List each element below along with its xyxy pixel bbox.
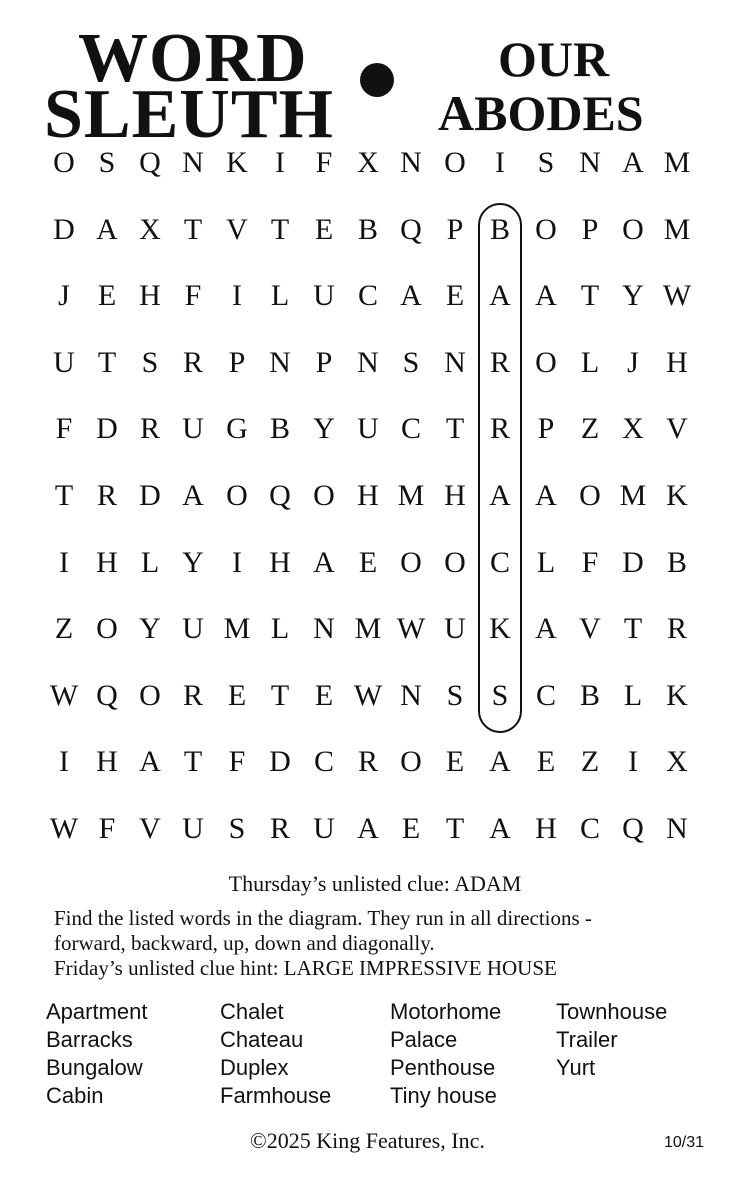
grid-letter: B: [357, 213, 378, 246]
grid-letter: Q: [269, 479, 291, 512]
grid-letter: N: [182, 146, 204, 179]
copyright: ©2025 King Features, Inc.: [250, 1128, 485, 1153]
word-list-item: Cabin: [46, 1083, 104, 1108]
grid-letter: R: [269, 812, 290, 845]
grid-letter: C: [400, 412, 421, 445]
word-list-item: Motorhome: [390, 999, 502, 1024]
grid-letter: O: [444, 146, 466, 179]
grid-letter: D: [96, 412, 118, 445]
grid-letter: M: [619, 479, 647, 512]
grid-letter: R: [666, 612, 687, 645]
grid-letter: U: [182, 812, 204, 845]
grid-letter: E: [358, 546, 378, 579]
grid-letter: H: [357, 479, 379, 512]
grid-letter: R: [182, 679, 203, 712]
grid-letter: A: [400, 279, 422, 312]
grid-letter: N: [400, 679, 422, 712]
grid-letter: A: [357, 812, 379, 845]
grid-letter: Q: [622, 812, 644, 845]
grid-letter: Z: [580, 745, 600, 778]
clue-hint-line: Friday’s unlisted clue hint: LARGE IMPRESSIVE HOUSE: [54, 956, 557, 980]
grid-letter: I: [232, 546, 242, 579]
grid-letter: T: [270, 213, 290, 246]
grid-letter: T: [580, 279, 600, 312]
grid-letter: N: [269, 346, 291, 379]
word-list-item: Duplex: [220, 1055, 289, 1080]
word-list-item: Chalet: [220, 999, 284, 1024]
grid-letter: X: [666, 745, 688, 778]
grid-letter: S: [98, 146, 116, 179]
grid-letter: Q: [139, 146, 161, 179]
grid-letter: I: [275, 146, 285, 179]
title-sleuth: SLEUTH: [44, 76, 334, 153]
puzzle-theme-line2: ABODES: [438, 85, 644, 141]
grid-letter: C: [489, 546, 510, 579]
grid-letter: B: [666, 546, 687, 579]
grid-letter: N: [357, 346, 379, 379]
grid-letter: C: [313, 745, 334, 778]
grid-letter: Y: [622, 279, 644, 312]
grid-letter: T: [445, 412, 465, 445]
grid-letter: N: [400, 146, 422, 179]
grid-letter: N: [579, 146, 601, 179]
grid-letter: O: [400, 745, 422, 778]
grid-letter: H: [666, 346, 688, 379]
word-list-column: [390, 998, 501, 1110]
grid-letter: H: [269, 546, 291, 579]
grid-letter: A: [182, 479, 204, 512]
grid-letter: A: [139, 745, 161, 778]
grid-letter: P: [228, 346, 246, 379]
grid-letter: Q: [400, 213, 422, 246]
grid-letter: L: [623, 679, 643, 712]
grid-letter: S: [141, 346, 159, 379]
grid-letter: R: [139, 412, 160, 445]
grid-letter: O: [53, 146, 75, 179]
grid-letter: A: [489, 745, 511, 778]
grid-letter: I: [628, 745, 638, 778]
grid-letter: V: [579, 612, 601, 645]
grid-letter: I: [232, 279, 242, 312]
grid-letter: T: [445, 812, 465, 845]
grid-letter: R: [489, 412, 510, 445]
grid-letter: A: [535, 279, 557, 312]
grid-letter: F: [315, 146, 333, 179]
grid-letter: P: [446, 213, 464, 246]
grid-letter: L: [580, 346, 600, 379]
instructions-line: Find the listed words in the diagram. They run in all directions -: [54, 906, 592, 930]
grid-letter: E: [227, 679, 247, 712]
grid-letter: F: [98, 812, 116, 845]
grid-letter: S: [537, 146, 555, 179]
grid-letter: I: [59, 745, 69, 778]
grid-letter: U: [357, 412, 379, 445]
grid-letter: D: [139, 479, 161, 512]
grid-letter: M: [663, 213, 691, 246]
grid-letter: A: [489, 279, 511, 312]
grid-letter: I: [495, 146, 505, 179]
word-list-column: [556, 998, 667, 1082]
word-list-item: Barracks: [46, 1027, 133, 1052]
grid-letter: Q: [96, 679, 118, 712]
grid-letter: J: [627, 346, 639, 379]
word-list-item: Yurt: [556, 1055, 596, 1080]
grid-letter: T: [270, 679, 290, 712]
grid-letter: O: [400, 546, 422, 579]
grid-letter: L: [270, 279, 290, 312]
grid-letter: U: [182, 612, 204, 645]
word-list-item: Trailer: [556, 1027, 618, 1052]
grid-letter: K: [226, 146, 248, 179]
grid-letter: D: [269, 745, 291, 778]
grid-letter: S: [491, 679, 509, 712]
grid-letter: X: [357, 146, 379, 179]
grid-letter: T: [183, 213, 203, 246]
grid-letter: B: [269, 412, 290, 445]
grid-letter: O: [622, 213, 644, 246]
word-list-item: Chateau: [220, 1027, 304, 1052]
grid-letter: S: [446, 679, 464, 712]
grid-letter: M: [223, 612, 251, 645]
grid-letter: A: [535, 612, 557, 645]
word-list-item: Bungalow: [46, 1055, 143, 1080]
grid-letter: T: [54, 479, 74, 512]
grid-letter: K: [666, 679, 688, 712]
grid-letter: I: [59, 546, 69, 579]
grid-letter: M: [397, 479, 425, 512]
grid-letter: P: [537, 412, 555, 445]
grid-letter: W: [353, 679, 383, 712]
grid-letter: A: [535, 479, 557, 512]
grid-letter: E: [314, 679, 334, 712]
grid-letter: E: [536, 745, 556, 778]
grid-letter: O: [96, 612, 118, 645]
puzzle-theme-line1: OUR: [498, 31, 610, 87]
grid-letter: F: [581, 546, 599, 579]
grid-letter: H: [96, 546, 118, 579]
grid-letter: H: [444, 479, 466, 512]
word-list-item: Townhouse: [556, 999, 668, 1024]
grid-letter: Y: [139, 612, 161, 645]
grid-letter: C: [357, 279, 378, 312]
instructions: [54, 906, 714, 981]
grid-letter: D: [53, 213, 75, 246]
grid-letter: T: [97, 346, 117, 379]
grid-letter: B: [579, 679, 600, 712]
grid-letter: G: [226, 412, 248, 445]
grid-letter: O: [444, 546, 466, 579]
word-list-item: Palace: [390, 1027, 458, 1052]
grid-letter: W: [49, 812, 79, 845]
grid-letter: R: [489, 346, 510, 379]
grid-letter: M: [663, 146, 691, 179]
grid-letter: M: [354, 612, 382, 645]
grid-letter: F: [55, 412, 73, 445]
grid-letter: B: [489, 213, 510, 246]
grid-letter: H: [139, 279, 161, 312]
grid-letter: F: [184, 279, 202, 312]
instructions-line: forward, backward, up, down and diagonally.: [54, 931, 435, 955]
grid-letter: E: [445, 745, 465, 778]
grid-letter: K: [666, 479, 688, 512]
grid-letter: U: [182, 412, 204, 445]
grid-letter: U: [53, 346, 75, 379]
grid-letter: N: [444, 346, 466, 379]
grid-letter: E: [401, 812, 421, 845]
grid-letter: F: [228, 745, 246, 778]
word-list-item: Apartment: [46, 999, 148, 1024]
grid-letter: U: [313, 279, 335, 312]
grid-letter: V: [666, 412, 688, 445]
grid-letter: U: [444, 612, 466, 645]
grid-letter: Y: [182, 546, 204, 579]
grid-letter: H: [535, 812, 557, 845]
grid-letter: T: [183, 745, 203, 778]
grid-letter: P: [581, 213, 599, 246]
grid-letter: X: [622, 412, 644, 445]
grid-letter: V: [139, 812, 161, 845]
grid-letter: W: [49, 679, 79, 712]
grid-letter: L: [536, 546, 556, 579]
grid-letter: O: [579, 479, 601, 512]
grid-letter: O: [226, 479, 248, 512]
word-list-item: Penthouse: [390, 1055, 496, 1080]
grid-letter: N: [313, 612, 335, 645]
grid-letter: A: [96, 213, 118, 246]
grid-letter: O: [139, 679, 161, 712]
grid-letter: R: [357, 745, 378, 778]
grid-letter: L: [270, 612, 290, 645]
grid-letter: W: [396, 612, 426, 645]
title-word: WORD: [78, 20, 308, 97]
grid-letter: Z: [580, 412, 600, 445]
grid-letter: V: [226, 213, 248, 246]
grid-letter: C: [535, 679, 556, 712]
grid-letter: S: [402, 346, 420, 379]
grid-letter: E: [445, 279, 465, 312]
grid-letter: P: [315, 346, 333, 379]
word-list-item: Tiny house: [390, 1083, 497, 1108]
grid-letter: T: [623, 612, 643, 645]
grid-letter: W: [662, 279, 692, 312]
grid-letter: O: [535, 346, 557, 379]
grid-letter: Y: [313, 412, 335, 445]
grid-letter: A: [622, 146, 644, 179]
grid-letter: C: [579, 812, 600, 845]
word-list-item: Farmhouse: [220, 1083, 332, 1108]
word-list-column: [46, 998, 148, 1110]
grid-letter: D: [622, 546, 644, 579]
grid-letter: R: [96, 479, 117, 512]
grid-letter: E: [97, 279, 117, 312]
grid-letter: U: [313, 812, 335, 845]
grid-letter: J: [58, 279, 70, 312]
grid-letter: O: [535, 213, 557, 246]
grid-letter: Z: [54, 612, 74, 645]
unlisted-clue: Thursday’s unlisted clue: ADAM: [228, 871, 522, 896]
grid-letter: X: [139, 213, 161, 246]
date-code: 10/31: [664, 1134, 705, 1151]
word-list-column: [220, 998, 331, 1110]
grid-letter: S: [228, 812, 246, 845]
grid-letter: O: [313, 479, 335, 512]
grid-letter: K: [489, 612, 511, 645]
grid-letter: N: [666, 812, 688, 845]
grid-letter: R: [182, 346, 203, 379]
grid-letter: A: [489, 479, 511, 512]
grid-letter: A: [489, 812, 511, 845]
grid-letter: H: [96, 745, 118, 778]
grid-letter: A: [313, 546, 335, 579]
grid-letter: L: [140, 546, 160, 579]
grid-letter: E: [314, 213, 334, 246]
